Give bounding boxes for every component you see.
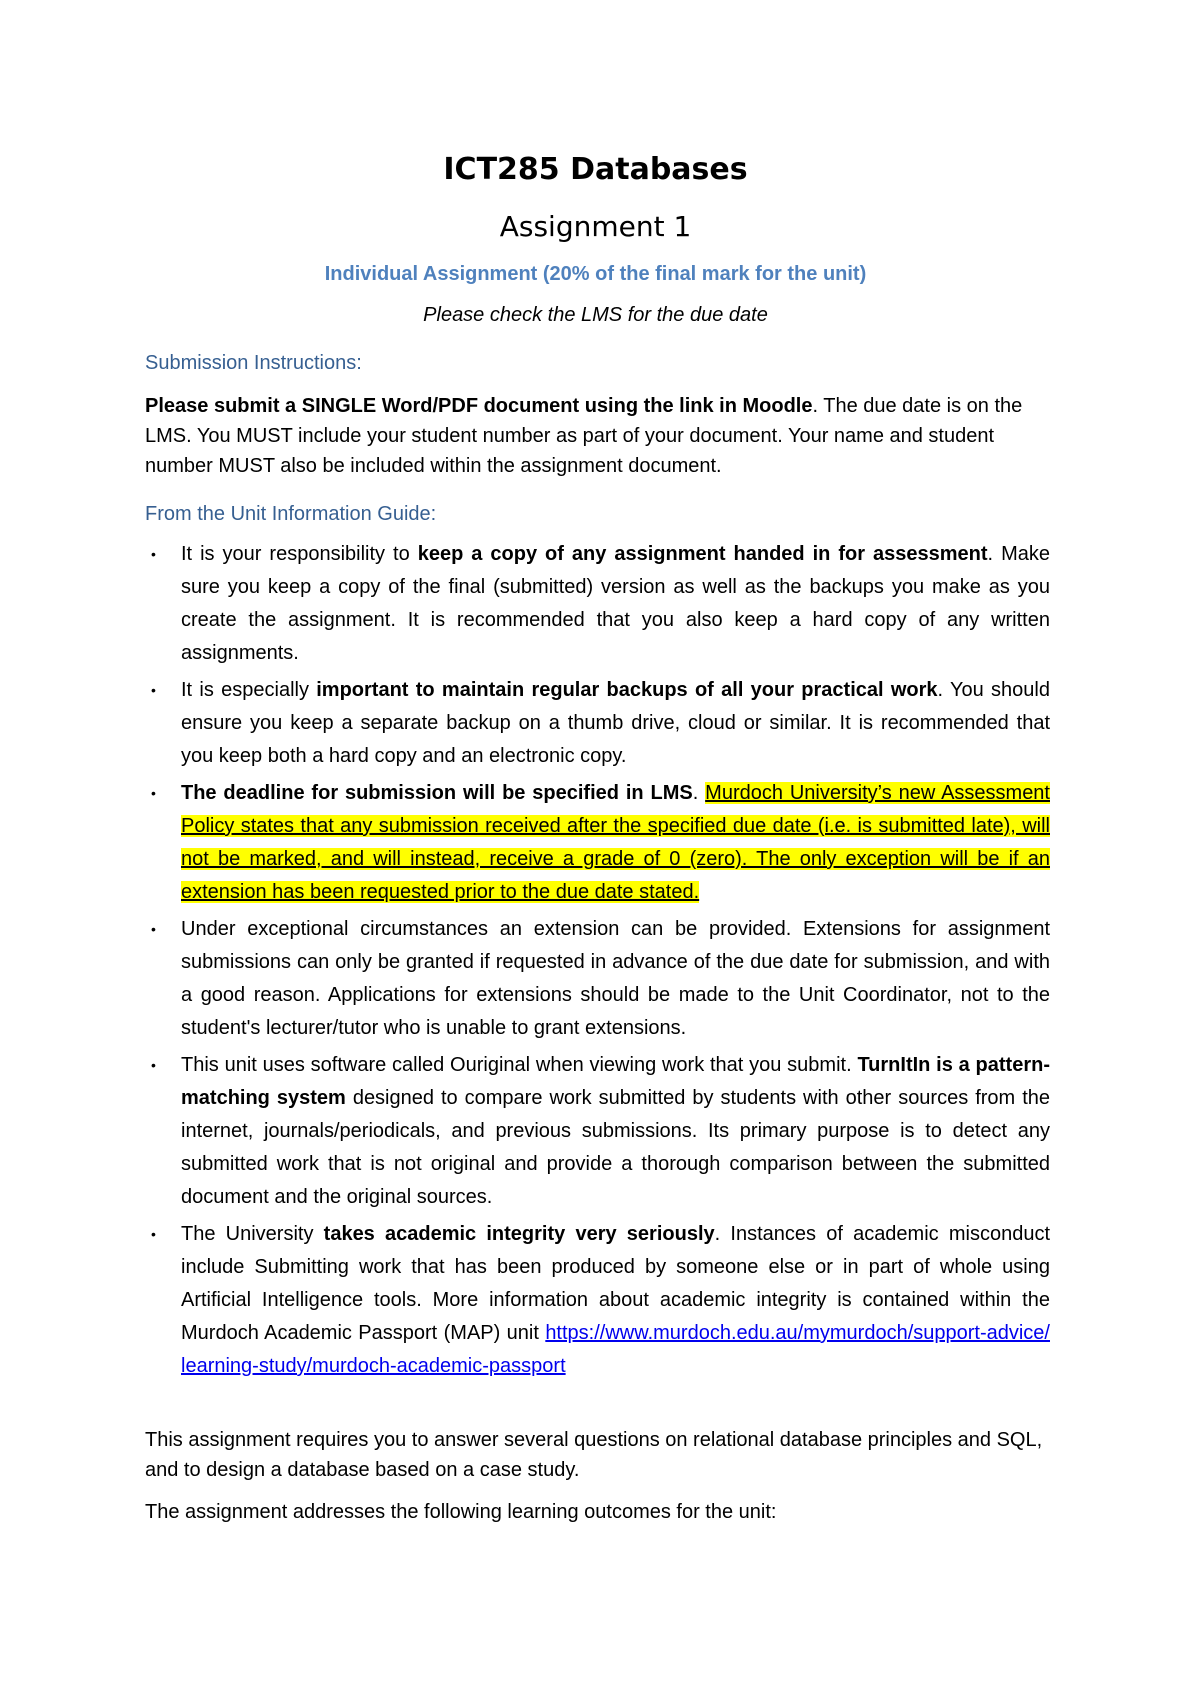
submission-heading: Submission Instructions: <box>145 352 362 374</box>
guide-heading: From the Unit Information Guide: <box>145 503 437 525</box>
list-item <box>145 1218 1050 1383</box>
list-item <box>145 777 1050 909</box>
bullet-text: . You should ensure you keep a separate backup on a thumb drive, cloud or similar. It is recommended that you keep both a hard copy and an electronic copy. <box>181 679 1050 767</box>
list-item <box>145 674 1050 773</box>
bullet-bold: important to maintain regular backups of all your practical work <box>316 679 938 701</box>
document-subtitle: Assignment 1 <box>499 210 692 243</box>
bullet-text: . Instances of academic misconduct include Submitting work that has been produced by someone else or in part of whole using Artificial Intelligence tools. More information about academic integrity is contained within the Murdoch Academic Passport (MAP) unit <box>181 1223 1051 1344</box>
bullet-text: Under exceptional circumstances an extension can be provided. Extensions for assignment submissions can only be granted if requested in advance of the due date for submission, and with a good reason. Applications for extensions should be made to the Unit Coordinator, not to the student's lecturer/tutor who is unable to grant extensions. <box>181 918 1050 1039</box>
bullet-text: The University <box>181 1223 324 1245</box>
guide-bullet-list <box>145 538 1050 1387</box>
due-date-note: Please check the LMS for the due date <box>423 304 768 326</box>
bullet-bold: TurnItIn is a pattern-matching system <box>181 1054 1050 1109</box>
bullet-icon: • <box>151 921 156 937</box>
bullet-bold: takes academic integrity very seriously <box>323 1223 715 1245</box>
list-item <box>145 1049 1050 1214</box>
bullet-icon: • <box>151 682 156 698</box>
bullet-bold: The deadline for submission will be specified in LMS <box>181 782 693 804</box>
bullet-icon: • <box>151 1226 156 1242</box>
submission-text: . The due date is on the LMS. You MUST include your student number as part of your document. Your name and student number MUST also be included within the assignment document. <box>145 395 1023 477</box>
bullet-text: . <box>692 782 706 804</box>
bullet-bold: keep a copy of any assignment handed in for assessment <box>417 543 988 565</box>
bullet-icon: • <box>151 785 156 801</box>
bullet-text: It is especially <box>181 679 317 701</box>
list-item <box>145 913 1050 1045</box>
submission-bold-lead: Please submit a SINGLE Word/PDF document using the link in Moodle <box>145 395 813 417</box>
submission-paragraph <box>145 391 1050 481</box>
closing-paragraph-1: This assignment requires you to answer several questions on relational database principles and SQL, and to design a database based on a case study. <box>145 1429 1043 1481</box>
bullet-text: It is your responsibility to <box>181 543 418 565</box>
closing-paragraph-2: The assignment addresses the following learning outcomes for the unit: <box>145 1501 777 1523</box>
bullet-text: designed to compare work submitted by students with other sources from the internet, journals/periodicals, and previous submissions. Its primary purpose is to detect any submitted work that is not original and provide a thorough comparison between the submitted document and the original sources. <box>181 1087 1050 1208</box>
assignment-weight: Individual Assignment (20% of the final mark for the unit) <box>324 263 867 285</box>
bullet-text: This unit uses software called Ouriginal when viewing work that you submit. <box>181 1054 858 1076</box>
highlighted-policy-text: Murdoch University’s new Assessment Policy states that any submission received after the specified due date (i.e. is submitted late), will not be marked, and will instead, receive a grade of 0 (zero). The only exception will be if an extension has been requested prior to the due date stated. <box>181 782 1050 903</box>
academic-passport-link[interactable]: https://www.murdoch.edu.au/mymurdoch/support-advice/learning-study/murdoch-academic-passport <box>181 1322 1050 1377</box>
list-item <box>145 538 1050 670</box>
document-title: ICT285 Databases <box>443 152 748 187</box>
bullet-icon: • <box>151 1057 156 1073</box>
bullet-text: . Make sure you keep a copy of the final (submitted) version as well as the backups you make as you create the assignment. It is recommended that you also keep a hard copy of any written assignments. <box>181 543 1050 664</box>
bullet-icon: • <box>151 546 156 562</box>
